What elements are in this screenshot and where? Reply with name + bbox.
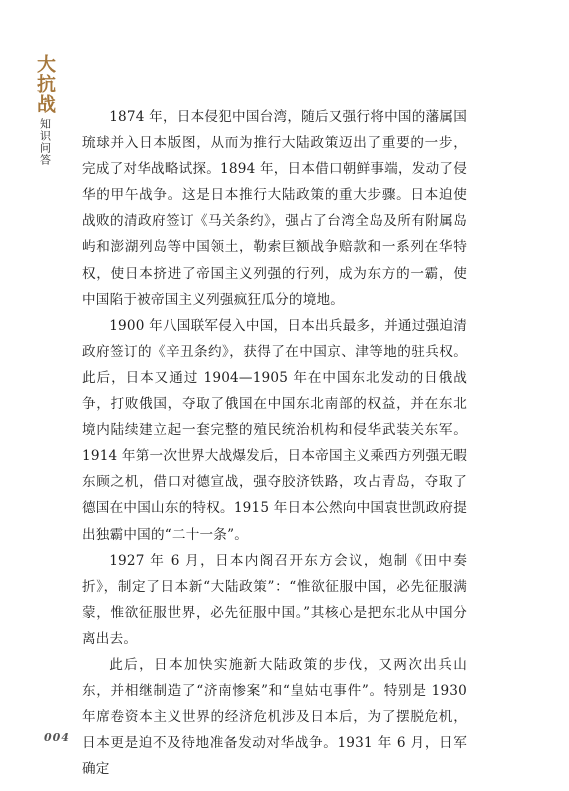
sidebar <box>30 54 60 166</box>
page-body <box>82 104 467 782</box>
paragraph-3: 1927 年 6 月，日本内阁召开东方会议，炮制《田中奏折》，制定了日本新“大陆政策”：“惟欲征服中国，必先征服满蒙，惟欲征服世界，必先征服中国。”其核心是把东北从中国分离出去。 <box>82 552 467 647</box>
page-number: 004 <box>44 731 70 744</box>
paragraph-1: 1874 年，日本侵犯中国台湾，随后又强行将中国的藩属国琉球并入日本版图，从而为推行大陆政策迈出了重要的一步，完成了对华战略试探。1894 年，日本借口朝鲜事端，发动了侵华的甲午战争。这是日本推行大陆政策的重大步骤。日本迫使战败的清政府签订《马关条约》，强占了台湾全岛及所有附属岛屿和澎湖列岛等中国领土，勒索巨额战争赔款和一系列在华特权，使日本挤进了帝国主义列强的行列，成为东方的一霸，使中国陷于被帝国主义列强疯狂瓜分的境地。 <box>82 109 467 308</box>
book-subtitle: 知识问答 <box>38 118 52 166</box>
paragraph-2: 1900 年八国联军侵入中国，日本出兵最多，并通过强迫清政府签订的《辛丑条约》，获得了在中国京、津等地的驻兵权。此后，日本又通过 1904—1905 年在中国东北发动的日俄战争，打败俄国，夺取了俄国在中国东北南部的权益，并在东北境内陆续建立起一套完整的殖民统治机构和侵华武装关东军。1914 年第一次世界大战爆发后，日本帝国主义乘西方列强无暇东顾之机，借口对德宣战，强夺胶济铁路，攻占青岛，夺取了德国在中国山东的特权。1915 年日本公然向中国袁世凯政府提出独霸中国的“二十一条”。 <box>82 317 467 543</box>
paragraph-4: 此后，日本加快实施新大陆政策的步伐，又两次出兵山东，并相继制造了“济南惨案”和“皇姑屯事件”。特别是 1930 年席卷资本主义世界的经济危机涉及日本后，为了摆脱危机，日本更是迫不及待地准备发动对华战争。1931 年 6 月，日军确定 <box>82 656 467 778</box>
book-brand-title: 大抗战 <box>34 54 56 114</box>
